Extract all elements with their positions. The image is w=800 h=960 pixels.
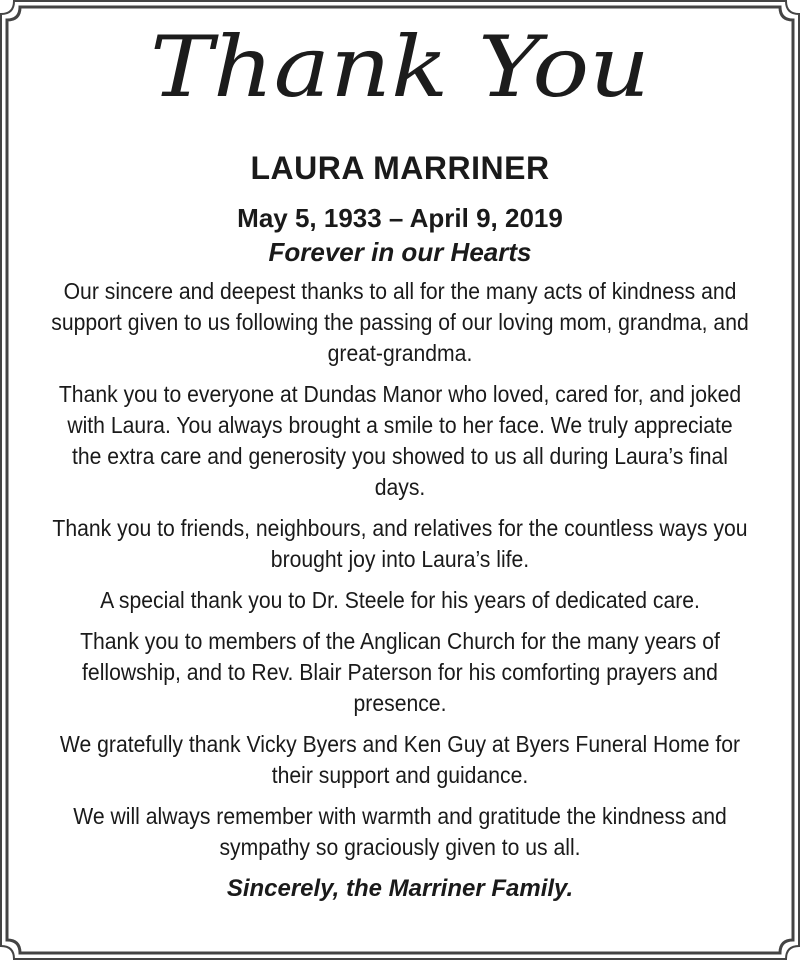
notice-content	[20, 14, 780, 904]
heading-text: Thank You	[150, 18, 650, 116]
message-paragraph: We will always remember with warmth and gratitude the kindness and sympathy so graciously given to us all.	[73, 803, 727, 860]
message-paragraph: A special thank you to Dr. Steele for his years of dedicated care.	[100, 587, 700, 613]
signoff: Sincerely, the Marriner Family.	[226, 875, 574, 902]
life-dates: May 5, 1933 – April 9, 2019	[237, 203, 563, 233]
deceased-name: LAURA MARRINER	[250, 150, 550, 186]
thank-you-heading	[20, 14, 780, 126]
message-paragraph: Thank you to everyone at Dundas Manor who loved, cared for, and joked with Laura. You always brought a smile to her face. We truly appreciate the extra care and generosity you showed to us all during Laura’s final days.	[58, 381, 742, 500]
message-paragraph: We gratefully thank Vicky Byers and Ken Guy at Byers Funeral Home for their support and guidance.	[59, 731, 741, 788]
message-paragraph: Our sincere and deepest thanks to all for the many acts of kindness and support given to us following the passing of our loving mom, grandma, and great-grandma.	[51, 278, 749, 366]
message-paragraph: Thank you to friends, neighbours, and relatives for the countless ways you brought joy into Laura’s life.	[52, 515, 748, 572]
message-paragraph: Thank you to members of the Anglican Church for the many years of fellowship, and to Rev. Blair Paterson for his comforting prayers and presence.	[80, 628, 720, 716]
tagline: Forever in our Hearts	[268, 237, 532, 267]
